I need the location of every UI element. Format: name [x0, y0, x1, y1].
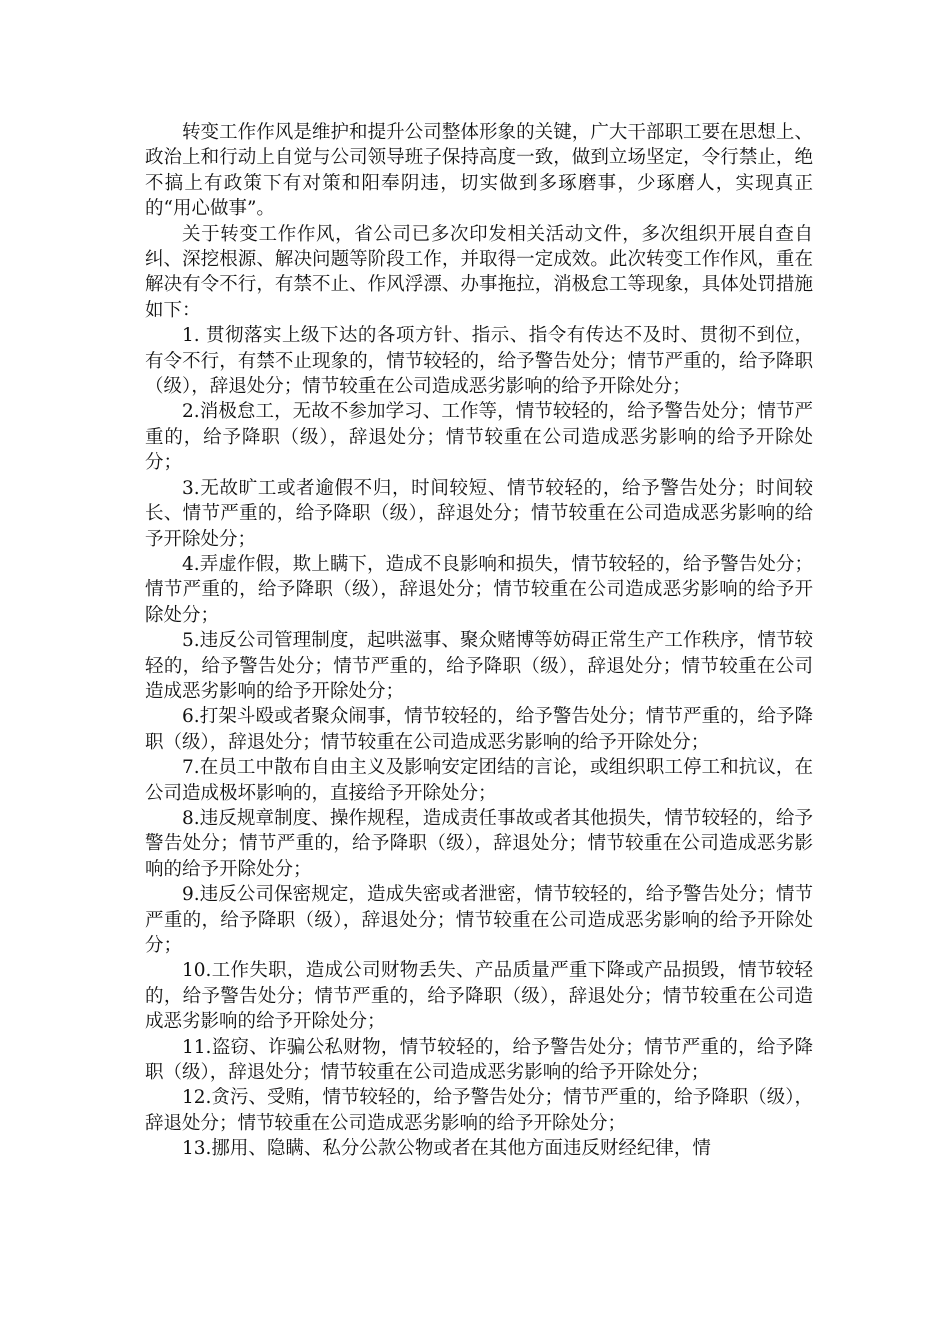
background-paragraph: 关于转变工作作风，省公司已多次印发相关活动文件，多次组织开展自查自纠、深挖根源、解决问题等阶段工作，并取得一定成效。此次转变工作作风，重在解决有令不行，有禁不止、作风浮漂、办事拖拉，消极怠工等现象，具体处罚措施如下：	[145, 223, 813, 321]
measure-item-11: 11.盗窃、诈骗公私财物，情节较轻的，给予警告处分；情节严重的，给予降职（级），辞退处分；情节较重在公司造成恶劣影响的给予开除处分；	[145, 1036, 813, 1084]
measure-item-2: 2.消极怠工，无故不参加学习、工作等，情节较轻的，给予警告处分；情节严重的，给予降职（级），辞退处分；情节较重在公司造成恶劣影响的给予开除处分；	[145, 401, 813, 474]
measure-item-1: 1. 贯彻落实上级下达的各项方针、指示、指令有传达不及时、贯彻不到位，有令不行，有禁不止现象的，情节较轻的，给予警告处分；情节严重的，给予降职（级），辞退处分；情节较重在公司造成恶劣影响的给予开除处分；	[145, 325, 813, 398]
document-body	[145, 120, 813, 1162]
measure-item-5: 5.违反公司管理制度，起哄滋事、聚众赌博等妨碍正常生产工作秩序，情节较轻的，给予警告处分；情节严重的，给予降职（级），辞退处分；情节较重在公司造成恶劣影响的给予开除处分；	[145, 630, 813, 702]
measure-item-9: 9.违反公司保密规定，造成失密或者泄密，情节较轻的，给予警告处分；情节严重的，给予降职（级），辞退处分；情节较重在公司造成恶劣影响的给予开除处分；	[145, 884, 813, 956]
measure-item-4: 4.弄虚作假，欺上瞒下，造成不良影响和损失，情节较轻的，给予警告处分；情节严重的，给予降职（级），辞退处分；情节较重在公司造成恶劣影响的给予开除处分；	[145, 553, 813, 626]
intro-paragraph: 转变工作作风是维护和提升公司整体形象的关键，广大干部职工要在思想上、政治上和行动上自觉与公司领导班子保持高度一致，做到立场坚定，令行禁止，绝不搞上有政策下有对策和阳奉阴违，切实做到多琢磨事，少琢磨人，实现真正的“用心做事”。	[145, 122, 813, 220]
measure-item-13: 13.挪用、隐瞒、私分公款公物或者在其他方面违反财经纪律，情	[182, 1138, 711, 1160]
measure-item-6: 6.打架斗殴或者聚众闹事，情节较轻的，给予警告处分；情节严重的，给予降职（级），辞退处分；情节较重在公司造成恶劣影响的给予开除处分；	[145, 706, 813, 753]
measure-item-7: 7.在员工中散布自由主义及影响安定团结的言论，或组织职工停工和抗议，在公司造成极坏影响的，直接给予开除处分；	[145, 757, 813, 804]
measure-item-3: 3.无故旷工或者逾假不归，时间较短、情节较轻的，给予警告处分；时间较长、情节严重的，给予降职（级），辞退处分；情节较重在公司造成恶劣影响的给予开除处分；	[145, 477, 813, 550]
measure-item-12: 12.贪污、受贿，情节较轻的，给予警告处分；情节严重的，给予降职（级），辞退处分；情节较重在公司造成恶劣影响的给予开除处分；	[145, 1087, 813, 1134]
measure-item-8: 8.违反规章制度、操作规程，造成责任事故或者其他损失，情节较轻的，给予警告处分；情节严重的，给予降职（级），辞退处分；情节较重在公司造成恶劣影响的给予开除处分；	[145, 807, 813, 880]
measure-item-10: 10.工作失职，造成公司财物丢失、产品质量严重下降或产品损毁，情节较轻的，给予警告处分；情节严重的，给予降职（级），辞退处分；情节较重在公司造成恶劣影响的给予开除处分；	[145, 960, 813, 1033]
